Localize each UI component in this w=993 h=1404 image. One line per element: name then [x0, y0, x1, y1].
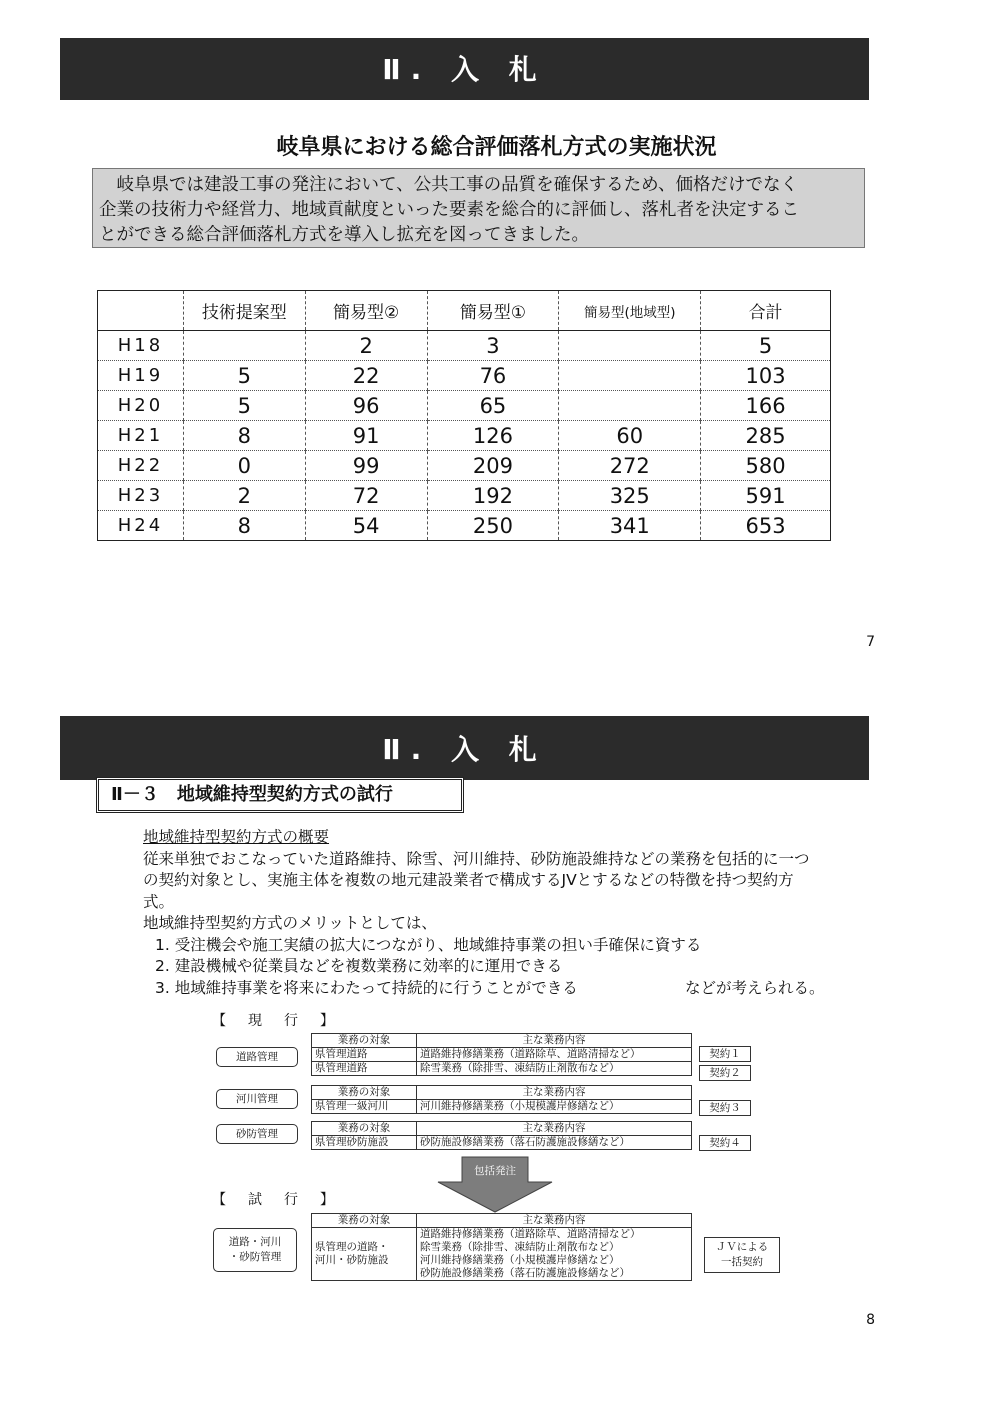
target-cell: 県管理道路 [312, 1048, 417, 1062]
table-cell: 5 [701, 331, 831, 361]
table-cell: H23 [98, 481, 184, 511]
table-cell: 0 [183, 451, 305, 481]
intro-line: 企業の技術力や経営力、地域貢献度といった要素を総合的に評価し、落札者を決定するこ [99, 200, 799, 220]
table-cell: 341 [559, 511, 701, 541]
contract-box: 契約４ [699, 1135, 751, 1151]
table-cell: 91 [305, 421, 427, 451]
table-cell: 166 [701, 391, 831, 421]
table-row [98, 331, 831, 361]
table-cell: 285 [701, 421, 831, 451]
table-row [98, 421, 831, 451]
page-number: 8 [866, 1312, 875, 1328]
header-content: 主な業務内容 [417, 1034, 692, 1048]
table-cell: 2 [183, 481, 305, 511]
table-cell: 272 [559, 451, 701, 481]
trial-label: 【 試 行 】 [212, 1192, 338, 1208]
intro-line: 岐阜県では建設工事の発注において、公共工事の品質を確保するため、価格だけでなく [99, 175, 798, 195]
jv-line: 一括契約 [721, 1256, 763, 1268]
table-cell [559, 361, 701, 391]
header-cell: 合計 [701, 291, 831, 331]
target-cell: 県管理一級河川 [312, 1100, 417, 1114]
content-cell [417, 1228, 692, 1281]
table-cell: H20 [98, 391, 184, 421]
category-sabo: 砂防管理 [216, 1124, 298, 1144]
table-cell: 2 [305, 331, 427, 361]
merit-item: 2. 建設機械や従業員などを複数業務に効率的に運用できる [155, 957, 563, 975]
content-line: 河川維持修繕業務（小規模護岸修繕など） [420, 1254, 620, 1266]
table-cell: 580 [701, 451, 831, 481]
merit-item-text: 3. 地域維持事業を将来にわたって持続的に行うことができる [155, 978, 578, 997]
current-road-table [311, 1033, 692, 1076]
contract-box: 契約３ [699, 1100, 751, 1116]
header-target: 業務の対象 [312, 1034, 417, 1048]
merit-intro: 地域維持型契約方式のメリットとしては、 [143, 914, 437, 932]
target-line: 県管理の道路・ [315, 1241, 389, 1253]
table-cell: 591 [701, 481, 831, 511]
arrow-label: 包括発注 [474, 1165, 516, 1177]
paragraph-line: 従来単独でおこなっていた道路維持、除雪、河川維持、砂防施設維持などの業務を包括的に一つ [143, 849, 810, 868]
page-number: 7 [866, 634, 875, 650]
target-cell: 県管理道路 [312, 1062, 417, 1076]
table-cell: H19 [98, 361, 184, 391]
category-line: 道路・河川 [228, 1236, 282, 1248]
intro-box [92, 168, 865, 248]
table-cell: H21 [98, 421, 184, 451]
merit-item: 1. 受注機会や施工実績の拡大につながり、地域維持事業の担い手確保に資する [155, 935, 702, 954]
table-cell: 96 [305, 391, 427, 421]
table-cell: H24 [117, 515, 164, 536]
trial-table [311, 1213, 692, 1281]
category-combined [213, 1228, 297, 1272]
table-cell: 60 [559, 421, 701, 451]
content-line: 道路維持修繕業務（道路除草、道路清掃など） [420, 1228, 641, 1240]
table-cell: 22 [305, 361, 427, 391]
table-cell: 72 [305, 481, 427, 511]
table-cell [183, 331, 305, 361]
table-cell: 126 [427, 421, 559, 451]
header-target: 業務の対象 [312, 1214, 417, 1228]
target-cell [312, 1228, 417, 1281]
bidding-stats-table [97, 290, 831, 541]
table-cell: 3 [427, 331, 559, 361]
category-road: 道路管理 [216, 1047, 298, 1067]
content-line: 砂防施設修繕業務（落石防護施設修繕など） [420, 1267, 630, 1279]
overview-text [143, 827, 873, 999]
header-cell: 技術提案型 [183, 291, 305, 331]
contract-box: 契約１ [699, 1046, 751, 1062]
header-target: 業務の対象 [312, 1086, 417, 1100]
table-header-row [98, 291, 831, 331]
table-cell: 250 [427, 511, 559, 541]
table-cell: 325 [559, 481, 701, 511]
contract-box: 契約２ [699, 1065, 751, 1081]
page-title: 岐阜県における総合評価落札方式の実施状況 [276, 135, 717, 160]
table-cell: 653 [701, 511, 831, 541]
current-label: 【 現 行 】 [212, 1013, 338, 1029]
header-content: 主な業務内容 [417, 1086, 692, 1100]
table-cell [559, 391, 701, 421]
table-cell: 76 [427, 361, 559, 391]
category-line: ・砂防管理 [228, 1251, 282, 1263]
table-cell: 5 [183, 391, 305, 421]
table-row [98, 361, 831, 391]
table-row [98, 511, 831, 541]
paragraph-line: 式。 [143, 892, 175, 911]
table-cell: 54 [305, 511, 427, 541]
category-river: 河川管理 [216, 1089, 298, 1109]
table-cell: H18 [98, 331, 184, 361]
header-cell: 簡易型② [305, 291, 427, 331]
current-river-table [311, 1085, 692, 1114]
content-cell: 除雪業務（除排雪、凍結防止剤散布など） [417, 1062, 692, 1076]
content-cell: 砂防施設修繕業務（落石防護施設修繕など） [417, 1136, 692, 1150]
header-content: 主な業務内容 [417, 1122, 692, 1136]
table-cell [559, 331, 701, 361]
table-cell: 5 [183, 361, 305, 391]
content-cell: 河川維持修繕業務（小規模護岸修繕など） [417, 1100, 692, 1114]
table-cell: 8 [183, 511, 305, 541]
header-cell: 簡易型(地域型) [559, 291, 701, 331]
paragraph-line: の契約対象とし、実施主体を複数の地元建設業者で構成するJVとするなどの特徴を持つ契約方 [143, 871, 794, 889]
table-row [98, 481, 831, 511]
section-heading: Ⅱ－３ 地域維持型契約方式の試行 [96, 777, 464, 813]
target-line: 河川・砂防施設 [315, 1254, 389, 1266]
header-content: 主な業務内容 [417, 1214, 692, 1228]
merit-item [143, 978, 873, 1000]
content-cell: 道路維持修繕業務（道路除草、道路清掃など） [417, 1048, 692, 1062]
table-cell: 209 [427, 451, 559, 481]
subheading: 地域維持型契約方式の概要 [143, 828, 330, 846]
header-cell [98, 291, 184, 331]
table-row [98, 451, 831, 481]
table-cell: H22 [98, 451, 184, 481]
table-cell: 103 [701, 361, 831, 391]
section-banner-bottom: Ⅱ. 入 札 [60, 716, 869, 780]
header-target: 業務の対象 [312, 1122, 417, 1136]
section-banner-top: Ⅱ. 入 札 [60, 38, 869, 100]
intro-line: とができる総合評価落札方式を導入し拡充を図ってきました。 [99, 225, 589, 245]
jv-contract-box [704, 1237, 780, 1273]
table-cell: 65 [427, 391, 559, 421]
jv-line: ＪＶによる [715, 1241, 769, 1253]
table-row [98, 391, 831, 421]
content-line: 除雪業務（除排雪、凍結防止剤散布など） [420, 1241, 620, 1253]
current-sabo-table [311, 1121, 692, 1150]
merit-tail: などが考えられる。 [685, 978, 825, 997]
table-cell: 192 [427, 481, 559, 511]
table-cell: 8 [183, 421, 305, 451]
target-cell: 県管理砂防施設 [312, 1136, 417, 1150]
header-cell: 簡易型① [427, 291, 559, 331]
table-cell: 99 [305, 451, 427, 481]
